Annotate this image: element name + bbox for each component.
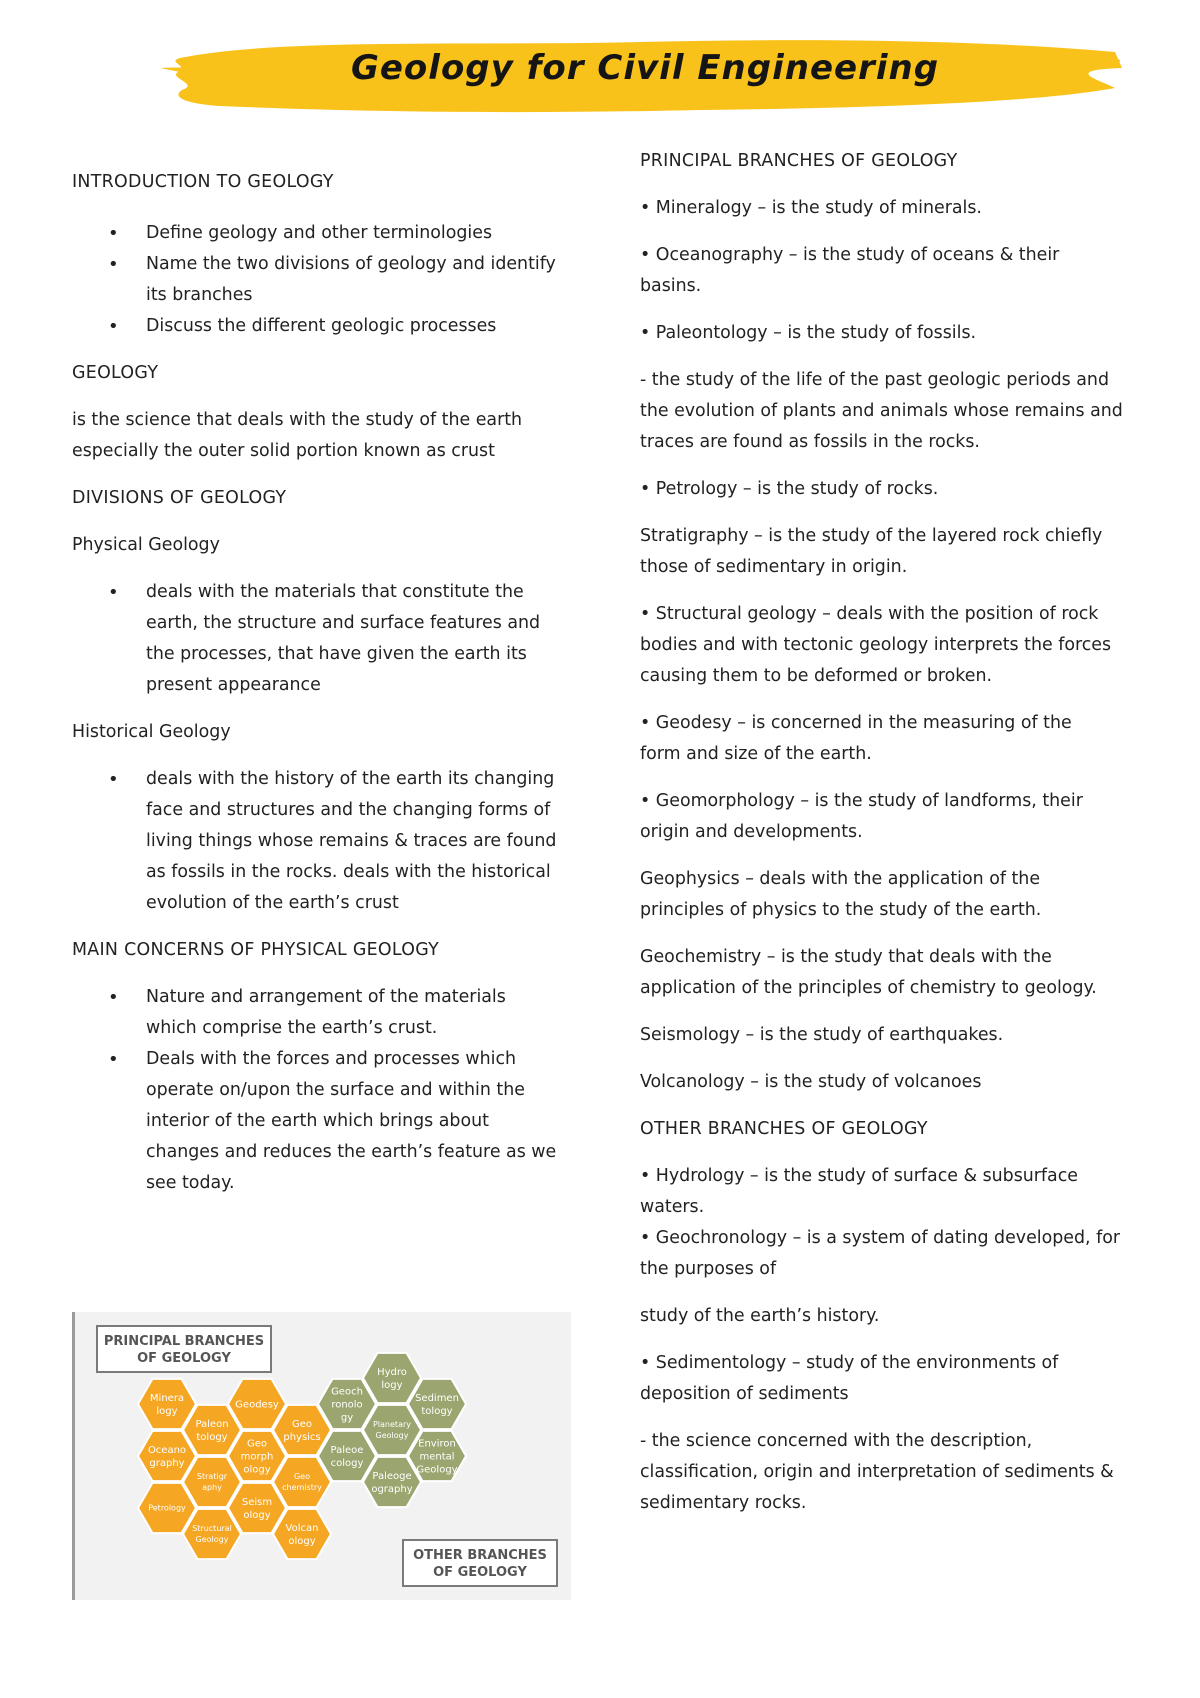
list-item: • deals with the materials that constitute the earth, the structure and surface features and the processes, that have given the earth its present appearance bbox=[72, 577, 566, 701]
title-banner bbox=[160, 28, 1130, 120]
principal-branch-hex-label: Oceano bbox=[147, 1444, 187, 1456]
oceanography-text: • Oceanography – is the study of oceans & their basins. bbox=[640, 245, 1060, 296]
principal-branch-hex-label: ology bbox=[243, 1509, 271, 1521]
list-item: • Discuss the different geologic processes bbox=[72, 311, 572, 342]
geophysics-text: Geophysics – deals with the application of the principles of physics to the study of the earth. bbox=[640, 869, 1042, 920]
principal-branch-hex-label: chemistry bbox=[282, 1483, 322, 1493]
principal-branch-hex-label: Volcan bbox=[285, 1522, 319, 1534]
principal-branch-hex-label: morph bbox=[240, 1451, 274, 1463]
geochronology-continued: study of the earth’s history. bbox=[640, 1306, 880, 1326]
left-column bbox=[72, 167, 572, 1199]
hex-diagram-svg bbox=[75, 1312, 571, 1600]
other-branch-hex-label: tology bbox=[421, 1405, 453, 1417]
other-branch-hex-label: Geology bbox=[416, 1464, 458, 1476]
principal-branch-hex-label: Stratigr bbox=[196, 1472, 228, 1482]
other-box-line1: OTHER BRANCHES bbox=[413, 1548, 547, 1563]
other-branch-hex-label: cology bbox=[330, 1457, 364, 1469]
right-column bbox=[640, 146, 1140, 1519]
concerns-bullet-list bbox=[72, 982, 572, 1199]
paleontology-detail: - the study of the life of the past geologic periods and the evolution of plants and animals whose remains and traces are found as fossils in the rocks. bbox=[640, 370, 1123, 452]
historical-bullet-list bbox=[72, 764, 572, 919]
principal-branch-hex-label: Seism bbox=[241, 1496, 273, 1508]
principal-branch-hex-label: logy bbox=[156, 1405, 178, 1417]
principal-branch-hex-label: physics bbox=[283, 1431, 321, 1443]
list-item: • Nature and arrangement of the materials which comprise the earth’s crust. bbox=[72, 982, 546, 1044]
intro-bullet-list bbox=[72, 218, 572, 342]
principal-branch-hex-label: Geo bbox=[246, 1438, 268, 1450]
principal-box-line2: OF GEOLOGY bbox=[137, 1351, 231, 1366]
other-box-line2: OF GEOLOGY bbox=[433, 1565, 527, 1580]
other-branch-hex-label: Sedimen bbox=[415, 1392, 459, 1404]
principal-branch-hex-label: Paleon bbox=[195, 1418, 229, 1430]
branches-diagram bbox=[72, 1312, 571, 1600]
hex-group bbox=[138, 1353, 466, 1559]
other-branch-hex-label: Paleoge bbox=[372, 1470, 412, 1482]
principal-branch-hex-label: Geo bbox=[293, 1472, 311, 1482]
petrology-text: • Petrology – is the study of rocks. bbox=[640, 479, 939, 499]
structural-geology-text: • Structural geology – deals with the position of rock bodies and with tectonic geology interprets the forces causing them to be deformed or broken. bbox=[640, 604, 1112, 686]
list-item: • Deals with the forces and processes which operate on/upon the surface and within the interior of the earth which brings about changes and reduces the earth’s feature as we see today. bbox=[72, 1044, 566, 1199]
principal-branches-heading: PRINCIPAL BRANCHES OF GEOLOGY bbox=[640, 151, 958, 171]
other-branch-hex-label: Environ bbox=[418, 1438, 456, 1450]
volcanology-text: Volcanology – is the study of volcanoes bbox=[640, 1072, 982, 1092]
principal-branch-hex-label: aphy bbox=[202, 1483, 222, 1493]
other-branch-hex-label: mental bbox=[419, 1451, 455, 1463]
principal-branch-hex-label: tology bbox=[196, 1431, 228, 1443]
principal-branch-hex-label: Structural bbox=[192, 1524, 232, 1534]
page-title: Geology for Civil Engineering bbox=[350, 48, 940, 88]
other-branches-heading: OTHER BRANCHES OF GEOLOGY bbox=[640, 1119, 928, 1139]
geology-definition: is the science that deals with the study of the earth especially the outer solid portion known as crust bbox=[72, 410, 523, 461]
geodesy-text: • Geodesy – is concerned in the measuring of the form and size of the earth. bbox=[640, 713, 1072, 764]
principal-branch-hex-label: Geodesy bbox=[235, 1399, 279, 1411]
intro-heading: INTRODUCTION TO GEOLOGY bbox=[72, 172, 334, 192]
other-branch-hex-label: Hydro bbox=[377, 1366, 407, 1378]
geochemistry-text: Geochemistry – is the study that deals with the application of the principles of chemistry to geology. bbox=[640, 947, 1097, 998]
other-branch-hex-label: Planetary bbox=[372, 1420, 412, 1430]
list-item: • Define geology and other terminologies bbox=[72, 218, 572, 249]
principal-branch-hex-label: Minera bbox=[149, 1392, 185, 1404]
principal-branch-hex-label: Geo bbox=[291, 1418, 313, 1430]
seismology-text: Seismology – is the study of earthquakes. bbox=[640, 1025, 1004, 1045]
geology-heading: GEOLOGY bbox=[72, 363, 159, 383]
paleontology-text: • Paleontology – is the study of fossils. bbox=[640, 323, 977, 343]
list-item: • Name the two divisions of geology and identify its branches bbox=[72, 249, 566, 311]
physical-bullet-list bbox=[72, 577, 572, 701]
other-branch-hex-label: Geology bbox=[375, 1431, 409, 1441]
other-branch-hex-label: ronolo bbox=[331, 1399, 363, 1411]
geomorphology-text: • Geomorphology – is the study of landforms, their origin and developments. bbox=[640, 791, 1083, 842]
geochronology-text: • Geochronology – is a system of dating developed, for the purposes of bbox=[640, 1228, 1120, 1279]
principal-box-line1: PRINCIPAL BRANCHES bbox=[103, 1334, 265, 1349]
hydrology-text: • Hydrology – is the study of surface & subsurface waters. bbox=[640, 1166, 1078, 1217]
divisions-heading: DIVISIONS OF GEOLOGY bbox=[72, 488, 287, 508]
other-branch-hex-label: gy bbox=[340, 1412, 354, 1424]
principal-branch-hex-label: graphy bbox=[149, 1457, 185, 1469]
principal-branch-hex-label: Geology bbox=[195, 1535, 229, 1545]
historical-geology-heading: Historical Geology bbox=[72, 722, 231, 742]
stratigraphy-text: Stratigraphy – is the study of the layered rock chiefly those of sedimentary in origin. bbox=[640, 526, 1103, 577]
principal-branch-hex-label: Petrology bbox=[148, 1503, 186, 1513]
principal-branch-hex-label: ology bbox=[243, 1464, 271, 1476]
other-branch-hex-label: Geoch bbox=[331, 1386, 363, 1398]
mineralogy-text: • Mineralogy – is the study of minerals. bbox=[640, 198, 982, 218]
sedimentology-detail: - the science concerned with the description, classification, origin and interpretation of sediments & sedimentary rocks. bbox=[640, 1431, 1114, 1513]
physical-geology-heading: Physical Geology bbox=[72, 535, 220, 555]
list-item: • deals with the history of the earth its changing face and structures and the changing forms of living things whose remains & traces are found as fossils in the rocks. deals with the historical evolution of the earth’s crust bbox=[72, 764, 566, 919]
principal-branch-hex-label: ology bbox=[288, 1535, 316, 1547]
concerns-heading: MAIN CONCERNS OF PHYSICAL GEOLOGY bbox=[72, 940, 440, 960]
other-branch-hex-label: Paleoe bbox=[330, 1444, 364, 1456]
other-branch-hex-label: logy bbox=[381, 1379, 403, 1391]
other-branch-hex-label: ography bbox=[371, 1483, 413, 1495]
sedimentology-text: • Sedimentology – study of the environments of deposition of sediments bbox=[640, 1353, 1059, 1404]
